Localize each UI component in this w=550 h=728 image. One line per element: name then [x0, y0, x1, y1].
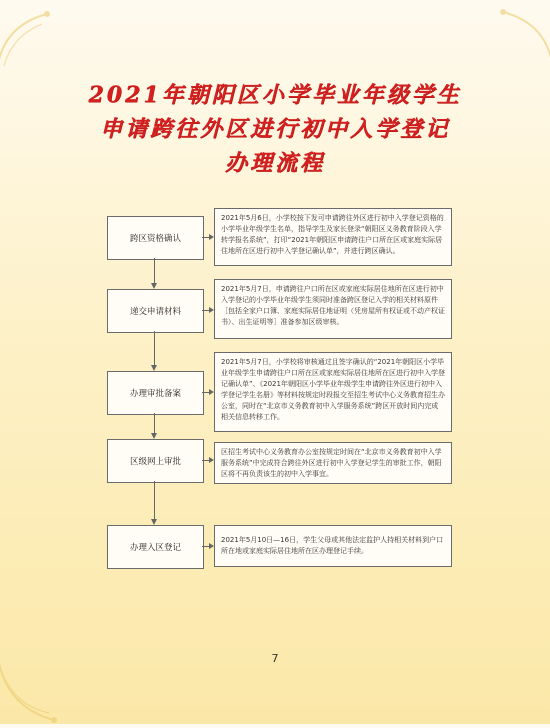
step-1-description: 2021年5月6日，小学校按下发可申请跨往外区进行初中入学登记资格的小学毕业年级学生名单，指导学生及家长登录“朝阳区义务教育阶段入学转学报名系统”，打印“2021年朝阳区申请跨往户口所在区或家庭实际居住地所在区进行初中入学登记确认单”，并进行跨区确认。 — [214, 208, 452, 266]
page-title-line-3: 办理流程 — [224, 150, 325, 176]
page-title-line-2: 申请跨往外区进行初中入学登记 — [99, 116, 450, 142]
step-5-box: 办理入区登记 — [107, 525, 204, 569]
corner-ornament-icon — [488, 4, 550, 74]
step-2-box: 递交申请材料 — [107, 289, 204, 333]
connector-line — [154, 331, 155, 366]
connector-line — [154, 481, 155, 520]
corner-ornament-icon — [0, 6, 62, 76]
step-2-description: 2021年5月7日，申请跨往户口所在区或家庭实际居住地所在区进行初中入学登记的小学毕业年级学生须同时准备跨区登记入学的相关材料原件［包括全家户口簿、家庭实际居住地证明（凭房屋所有权证或不动产权证书）、出生证明等］准备参加区级审核。 — [214, 279, 452, 339]
step-3-box: 办理审批备案 — [107, 371, 204, 415]
connector-line — [154, 413, 155, 434]
page-title-line-1: 2021年朝阳区小学毕业年级学生 — [88, 82, 462, 108]
step-4-box: 区级网上审批 — [107, 439, 204, 483]
corner-ornament-icon — [0, 658, 64, 728]
step-4-description: 区招生考试中心义务教育办公室按规定时间在“北京市义务教育初中入学服务系统”中完成符合跨往外区进行初中入学登记学生的审批工作，朝阳区将不再负责该生的初中入学事宜。 — [214, 442, 452, 484]
page-number: 7 — [271, 652, 279, 665]
connector-line — [154, 258, 155, 284]
step-5-description: 2021年5月10日—16日，学生父母或其他法定监护人持相关材料到户口所在地或家庭实际居住地所在区办理登记手续。 — [214, 525, 452, 567]
step-1-box: 跨区资格确认 — [107, 216, 204, 260]
step-3-description: 2021年5月7日，小学校将审核通过且签字确认的“2021年朝阳区小学毕业年级学生申请跨往户口所在区或家庭实际居住地所在区进行初中入学登记确认单”、《2021年朝阳区小学毕业年级学生申请跨往外区进行初中入学登记学生名册》等材料按规定时段报交至招生考试中心义务教育招生办公室，同时在“北京市义务教育初中入学服务系统”跨区开放时间内完成相关信息转移工作。 — [214, 352, 452, 432]
